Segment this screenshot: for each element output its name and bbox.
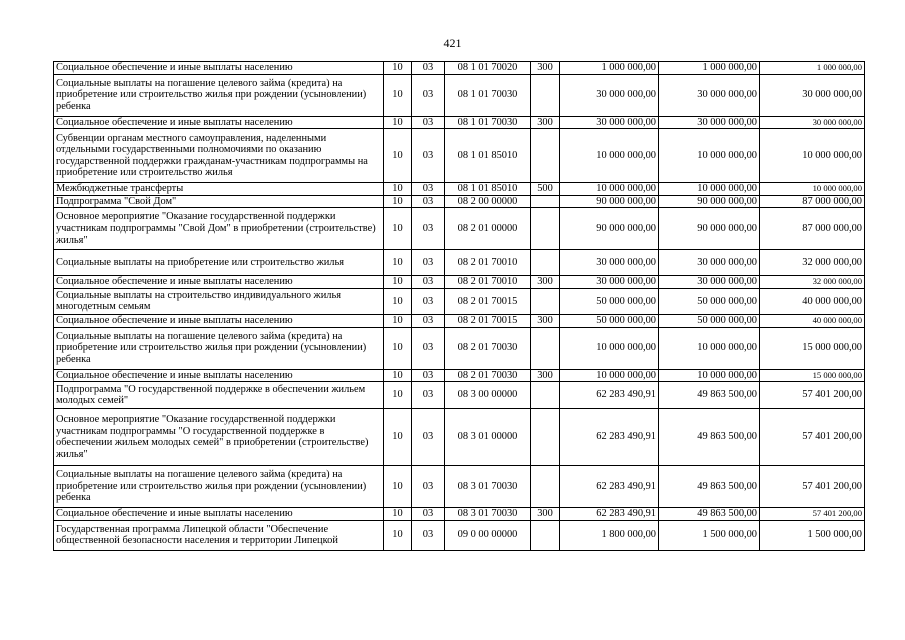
row-amount-3: 32 000 000,00 — [760, 276, 865, 289]
row-name: Основное мероприятие "Оказание государственной поддержки участникам подпрограммы "О государственной поддержке в обеспечении жильем молодых семей" в приобретении (строительстве) жилья" — [54, 409, 384, 466]
row-subsection: 03 — [412, 250, 445, 276]
row-expense-type — [531, 208, 560, 250]
table-row — [54, 62, 865, 75]
row-section: 10 — [384, 409, 412, 466]
page-number: 421 — [443, 36, 462, 50]
row-amount-3: 1 000 000,00 — [760, 62, 865, 75]
row-amount-3: 40 000 000,00 — [760, 314, 865, 327]
row-name: Государственная программа Липецкой области "Обеспечение общественной безопасности населения и территории Липецкой — [54, 520, 384, 550]
row-section: 10 — [384, 183, 412, 196]
row-amount-2: 90 000 000,00 — [659, 195, 760, 208]
row-target-article: 08 2 01 70015 — [445, 314, 531, 327]
row-expense-type: 300 — [531, 314, 560, 327]
row-subsection: 03 — [412, 183, 445, 196]
row-amount-3: 57 401 200,00 — [760, 382, 865, 409]
row-amount-2: 10 000 000,00 — [659, 369, 760, 382]
row-amount-1: 90 000 000,00 — [560, 195, 659, 208]
row-amount-2: 10 000 000,00 — [659, 183, 760, 196]
row-section: 10 — [384, 208, 412, 250]
row-target-article: 08 1 01 70030 — [445, 116, 531, 129]
row-amount-3: 15 000 000,00 — [760, 369, 865, 382]
row-section: 10 — [384, 369, 412, 382]
row-amount-3: 87 000 000,00 — [760, 208, 865, 250]
row-amount-1: 50 000 000,00 — [560, 288, 659, 314]
row-target-article: 08 1 01 70020 — [445, 62, 531, 75]
row-target-article: 08 2 00 00000 — [445, 195, 531, 208]
table-row — [54, 466, 865, 508]
row-amount-2: 10 000 000,00 — [659, 129, 760, 183]
row-expense-type — [531, 382, 560, 409]
table-body — [54, 62, 865, 551]
row-subsection: 03 — [412, 288, 445, 314]
row-target-article: 08 2 01 70030 — [445, 327, 531, 369]
row-amount-3: 57 401 200,00 — [760, 409, 865, 466]
row-target-article: 08 2 01 70015 — [445, 288, 531, 314]
row-amount-3: 15 000 000,00 — [760, 327, 865, 369]
row-section: 10 — [384, 129, 412, 183]
row-amount-2: 10 000 000,00 — [659, 327, 760, 369]
table-row — [54, 409, 865, 466]
table-row — [54, 195, 865, 208]
row-name: Социальное обеспечение и иные выплаты населению — [54, 62, 384, 75]
row-target-article: 08 1 01 70030 — [445, 74, 531, 116]
row-amount-1: 30 000 000,00 — [560, 276, 659, 289]
budget-table — [53, 61, 865, 551]
row-name: Социальное обеспечение и иные выплаты населению — [54, 369, 384, 382]
row-expense-type: 500 — [531, 183, 560, 196]
row-amount-1: 1 000 000,00 — [560, 62, 659, 75]
row-expense-type — [531, 74, 560, 116]
row-subsection: 03 — [412, 129, 445, 183]
row-expense-type: 300 — [531, 62, 560, 75]
row-amount-3: 1 500 000,00 — [760, 520, 865, 550]
row-name: Социальные выплаты на приобретение или строительство жилья — [54, 250, 384, 276]
row-name: Подпрограмма "Свой Дом" — [54, 195, 384, 208]
row-expense-type — [531, 288, 560, 314]
row-target-article: 08 3 01 00000 — [445, 409, 531, 466]
row-section: 10 — [384, 250, 412, 276]
row-amount-2: 49 863 500,00 — [659, 508, 760, 521]
row-name: Социальные выплаты на погашение целевого займа (кредита) на приобретение или строительство жилья при рождении (усыновлении) ребенка — [54, 74, 384, 116]
row-expense-type: 300 — [531, 508, 560, 521]
row-subsection: 03 — [412, 369, 445, 382]
row-subsection: 03 — [412, 116, 445, 129]
row-subsection: 03 — [412, 520, 445, 550]
row-amount-3: 57 401 200,00 — [760, 466, 865, 508]
table-row — [54, 129, 865, 183]
row-expense-type: 300 — [531, 369, 560, 382]
row-expense-type — [531, 250, 560, 276]
row-amount-1: 90 000 000,00 — [560, 208, 659, 250]
row-amount-1: 50 000 000,00 — [560, 314, 659, 327]
row-amount-2: 90 000 000,00 — [659, 208, 760, 250]
row-amount-2: 1 500 000,00 — [659, 520, 760, 550]
table-row — [54, 327, 865, 369]
row-name: Социальные выплаты на погашение целевого займа (кредита) на приобретение или строительство жилья при рождении (усыновлении) ребенка — [54, 327, 384, 369]
row-amount-1: 30 000 000,00 — [560, 74, 659, 116]
row-section: 10 — [384, 508, 412, 521]
row-subsection: 03 — [412, 327, 445, 369]
row-target-article: 08 3 00 00000 — [445, 382, 531, 409]
row-amount-3: 57 401 200,00 — [760, 508, 865, 521]
row-section: 10 — [384, 195, 412, 208]
row-amount-1: 62 283 490,91 — [560, 382, 659, 409]
row-amount-2: 49 863 500,00 — [659, 466, 760, 508]
row-expense-type: 300 — [531, 116, 560, 129]
row-name: Субвенции органам местного самоуправления, наделенными отдельными государственными полномочиями по оказанию государственной поддержки гражданам-участникам подпрограммы на приобретение или строительство жилья — [54, 129, 384, 183]
row-amount-2: 30 000 000,00 — [659, 116, 760, 129]
row-subsection: 03 — [412, 62, 445, 75]
row-expense-type — [531, 195, 560, 208]
row-amount-2: 49 863 500,00 — [659, 382, 760, 409]
row-section: 10 — [384, 116, 412, 129]
row-target-article: 08 3 01 70030 — [445, 508, 531, 521]
table-row — [54, 183, 865, 196]
row-target-article: 08 2 01 00000 — [445, 208, 531, 250]
row-subsection: 03 — [412, 276, 445, 289]
row-target-article: 08 3 01 70030 — [445, 466, 531, 508]
row-expense-type: 300 — [531, 276, 560, 289]
row-section: 10 — [384, 74, 412, 116]
row-section: 10 — [384, 466, 412, 508]
table-row — [54, 369, 865, 382]
row-amount-1: 10 000 000,00 — [560, 369, 659, 382]
row-expense-type — [531, 520, 560, 550]
row-expense-type — [531, 129, 560, 183]
row-amount-1: 62 283 490,91 — [560, 508, 659, 521]
row-target-article: 08 2 01 70030 — [445, 369, 531, 382]
row-amount-3: 30 000 000,00 — [760, 116, 865, 129]
row-name: Социальное обеспечение и иные выплаты населению — [54, 276, 384, 289]
row-name: Социальные выплаты на погашение целевого займа (кредита) на приобретение или строительство жилья при рождении (усыновлении) ребенка — [54, 466, 384, 508]
table-row — [54, 520, 865, 550]
table-row — [54, 314, 865, 327]
table-row — [54, 74, 865, 116]
row-name: Подпрограмма "О государственной поддержке в обеспечении жильем молодых семей" — [54, 382, 384, 409]
row-section: 10 — [384, 314, 412, 327]
table-row — [54, 382, 865, 409]
row-subsection: 03 — [412, 466, 445, 508]
row-expense-type — [531, 466, 560, 508]
row-section: 10 — [384, 288, 412, 314]
row-amount-2: 30 000 000,00 — [659, 250, 760, 276]
row-name: Социальное обеспечение и иные выплаты населению — [54, 116, 384, 129]
row-amount-1: 1 800 000,00 — [560, 520, 659, 550]
row-subsection: 03 — [412, 74, 445, 116]
row-section: 10 — [384, 327, 412, 369]
row-section: 10 — [384, 62, 412, 75]
row-amount-1: 62 283 490,91 — [560, 409, 659, 466]
row-name: Социальное обеспечение и иные выплаты населению — [54, 314, 384, 327]
row-amount-2: 49 863 500,00 — [659, 409, 760, 466]
row-subsection: 03 — [412, 208, 445, 250]
table-row — [54, 116, 865, 129]
row-section: 10 — [384, 276, 412, 289]
row-amount-1: 30 000 000,00 — [560, 116, 659, 129]
row-expense-type — [531, 409, 560, 466]
row-amount-2: 50 000 000,00 — [659, 314, 760, 327]
row-subsection: 03 — [412, 195, 445, 208]
row-amount-3: 87 000 000,00 — [760, 195, 865, 208]
row-amount-3: 32 000 000,00 — [760, 250, 865, 276]
row-amount-2: 30 000 000,00 — [659, 74, 760, 116]
row-amount-1: 10 000 000,00 — [560, 183, 659, 196]
table-row — [54, 276, 865, 289]
row-target-article: 09 0 00 00000 — [445, 520, 531, 550]
row-amount-3: 10 000 000,00 — [760, 129, 865, 183]
row-target-article: 08 2 01 70010 — [445, 250, 531, 276]
row-amount-1: 30 000 000,00 — [560, 250, 659, 276]
row-subsection: 03 — [412, 409, 445, 466]
row-subsection: 03 — [412, 382, 445, 409]
row-target-article: 08 1 01 85010 — [445, 129, 531, 183]
row-amount-1: 10 000 000,00 — [560, 327, 659, 369]
row-section: 10 — [384, 382, 412, 409]
table-row — [54, 288, 865, 314]
row-name: Социальное обеспечение и иные выплаты населению — [54, 508, 384, 521]
row-amount-2: 1 000 000,00 — [659, 62, 760, 75]
row-amount-3: 10 000 000,00 — [760, 183, 865, 196]
row-name: Социальные выплаты на строительство индивидуального жилья многодетным семьям — [54, 288, 384, 314]
row-expense-type — [531, 327, 560, 369]
row-name: Основное мероприятие "Оказание государственной поддержки участникам подпрограммы "Свой Дом" в приобретении (строительстве) жилья" — [54, 208, 384, 250]
row-amount-1: 62 283 490,91 — [560, 466, 659, 508]
row-target-article: 08 2 01 70010 — [445, 276, 531, 289]
row-name: Межбюджетные трансферты — [54, 183, 384, 196]
row-subsection: 03 — [412, 508, 445, 521]
row-target-article: 08 1 01 85010 — [445, 183, 531, 196]
row-amount-3: 40 000 000,00 — [760, 288, 865, 314]
row-amount-3: 30 000 000,00 — [760, 74, 865, 116]
row-amount-2: 30 000 000,00 — [659, 276, 760, 289]
row-subsection: 03 — [412, 314, 445, 327]
row-amount-2: 50 000 000,00 — [659, 288, 760, 314]
row-section: 10 — [384, 520, 412, 550]
table-row — [54, 508, 865, 521]
row-amount-1: 10 000 000,00 — [560, 129, 659, 183]
table-row — [54, 250, 865, 276]
table-row — [54, 208, 865, 250]
